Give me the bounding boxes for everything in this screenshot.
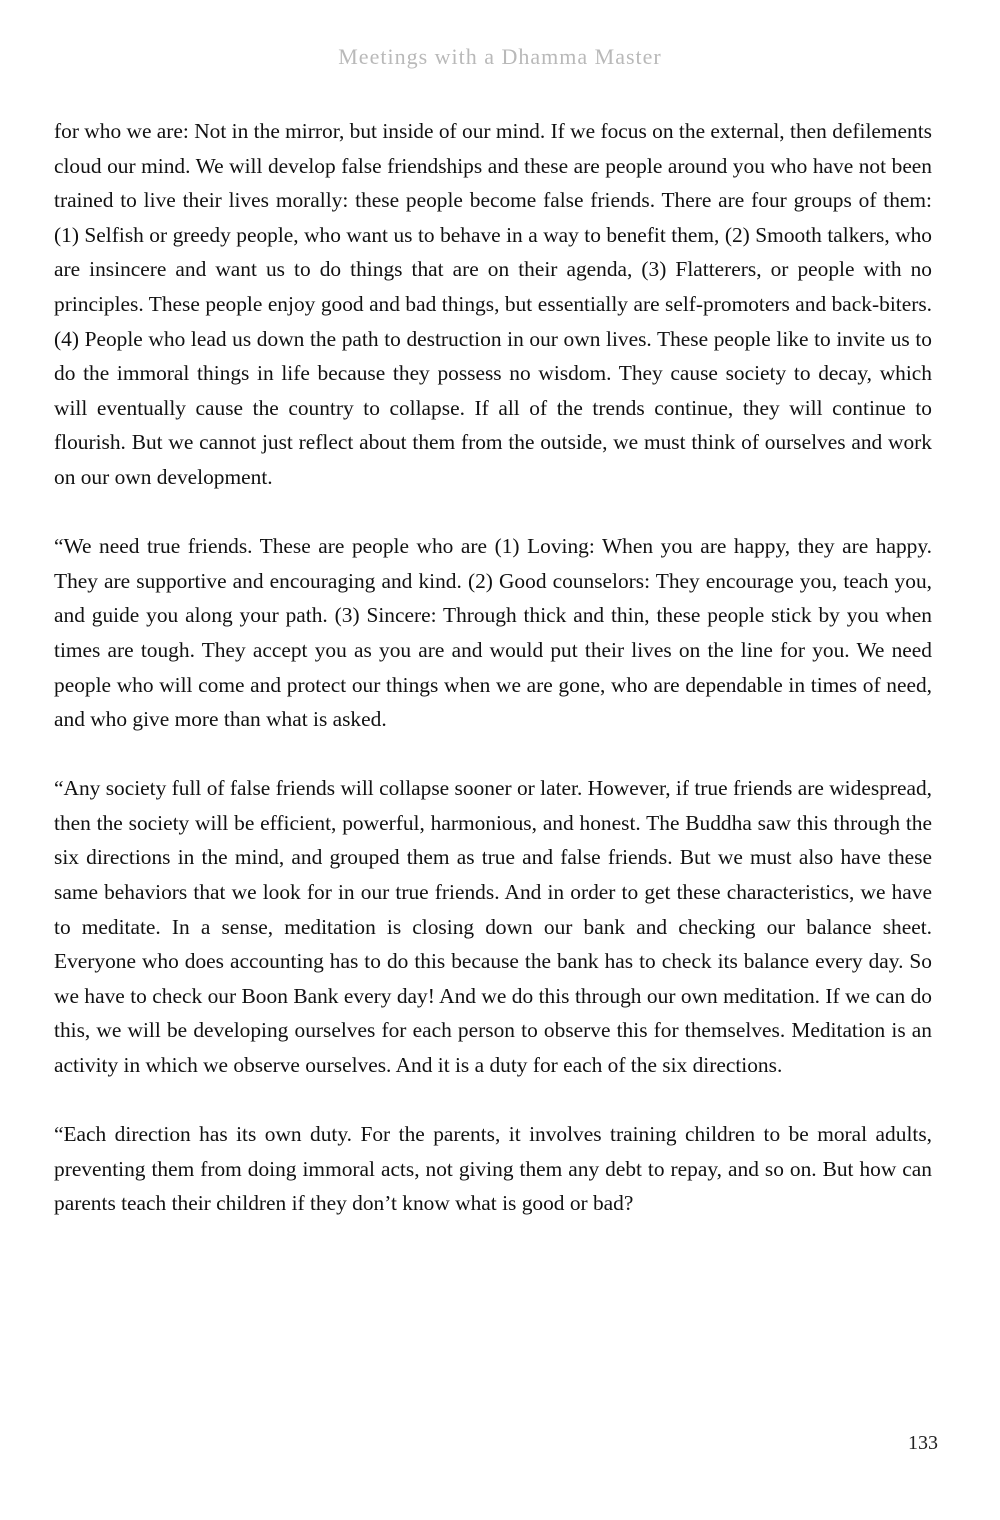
paragraph-true-friends: “We need true friends. These are people who are (1) Loving: When you are happy, they are happy. They are supportive and encouraging and kind. (2) Good counselors: They encourage you, teach you, and guide you along your path. (3) Sincere: Through thick and thin, these people stick by you when times are tough. They accept you as you are and would put their lives on the line for you. We need people who will come and protect our things when we are gone, who are dependable in times of need, and who give more than what is asked. [54, 534, 932, 732]
body-text [54, 114, 932, 1256]
paragraph-society-meditation: “Any society full of false friends will collapse sooner or later. However, if true friends are widespread, then the society will be efficient, powerful, harmonious, and honest. The Buddha saw this through the six directions in the mind, and grouped them as true and false friends. But we must also have these same behaviors that we look for in our true friends. And in order to get these characteristics, we have to meditate. In a sense, meditation is closing down our bank and checking our balance sheet. Everyone who does accounting has to do this because the bank has to check its balance every day. So we have to check our Boon Bank every day! And we do this through our own meditation. If we can do this, we will be developing ourselves for each person to observe this for themselves. Meditation is an activity in which we observe ourselves. And it is a duty for each of the six directions. [54, 776, 932, 1078]
running-header: Meetings with a Dhamma Master [338, 44, 662, 69]
paragraph-false-friends: for who we are: Not in the mirror, but inside of our mind. If we focus on the external, then defilements cloud our mind. We will develop false friendships and these are people around you who have not been trained to live their lives morally: these people become false friends. There are four groups of them: (1) Selfish or greedy people, who want us to behave in a way to benefit them, (2) Smooth talkers, who are insincere and want us to do things that are on their agenda, (3) Flatterers, or people with no principles. These people enjoy good and bad things, but essentially are self-promoters and back-biters. (4) People who lead us down the path to destruction in our own lives. These people like to invite us to do the immoral things in life because they possess no wisdom. They cause society to decay, which will eventually cause the country to collapse. If all of the trends continue, they will continue to flourish. But we cannot just reflect about them from the outside, we must think of ourselves and work on our own development. [54, 119, 932, 489]
page-number: 133 [908, 1432, 938, 1454]
paragraph-direction-duty: “Each direction has its own duty. For the parents, it involves training children to be moral adults, preventing them from doing immoral acts, not giving them any debt to repay, and so on. But how can parents teach their children if they don’t know what is good or bad? [54, 1122, 932, 1216]
